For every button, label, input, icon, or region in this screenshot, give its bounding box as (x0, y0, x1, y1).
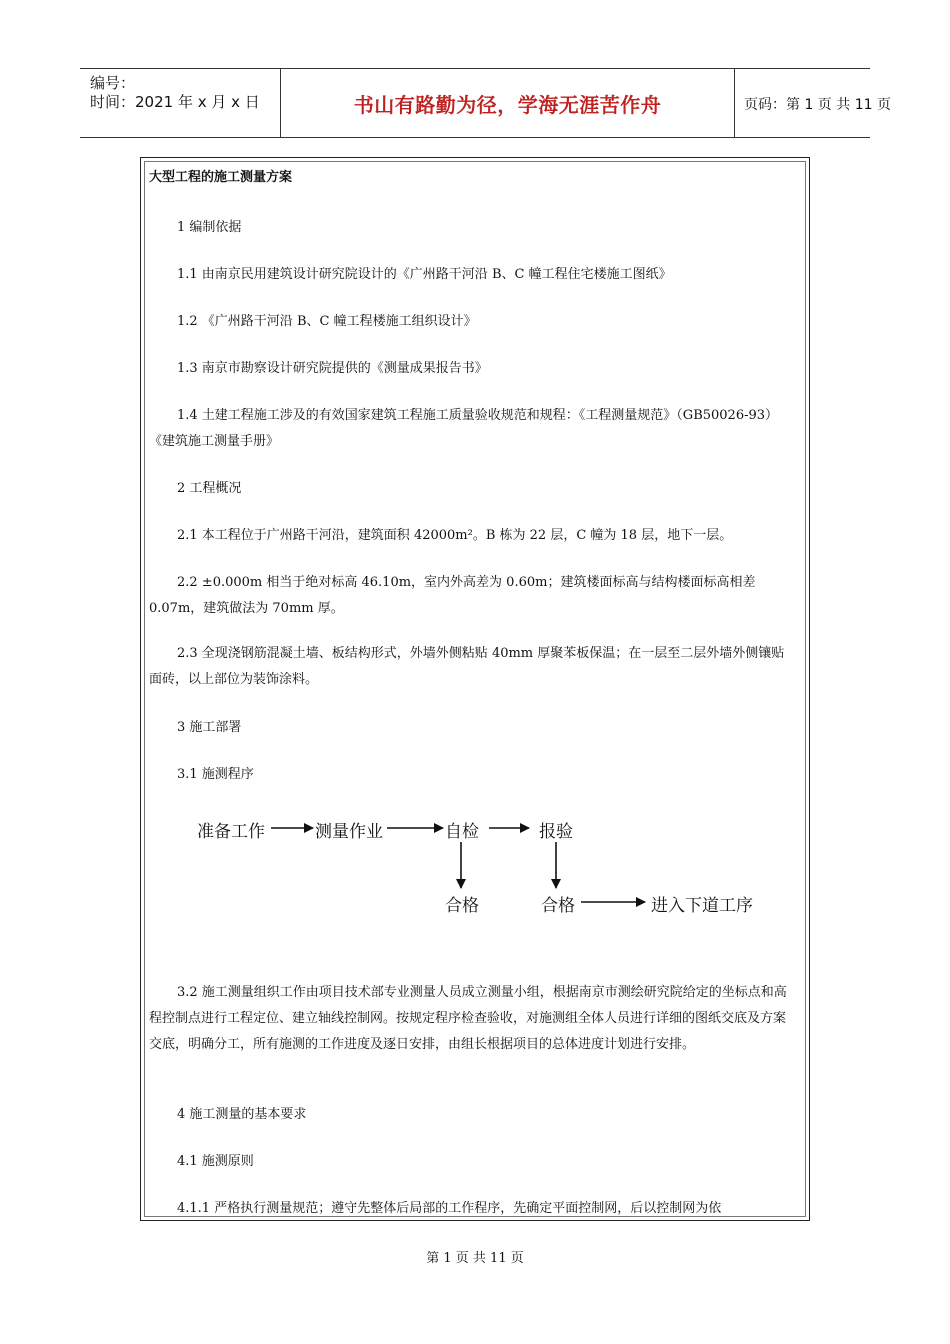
section-heading: 4 施工测量的基本要求 (177, 1107, 307, 1122)
flow-node-pass-2: 合格 (541, 896, 575, 916)
document-body (144, 161, 806, 1217)
page-info: 页码：第 1 页 共 11 页 (744, 97, 891, 113)
paragraph: 1.3 南京市勘察设计研究院提供的《测量成果报告书》 (177, 361, 488, 376)
paragraph: 4.1 施测原则 (177, 1154, 254, 1169)
paragraph: 1.4 土建工程施工涉及的有效国家建筑工程施工质量验收规范和规程：《工程测量规范》（GB50026-93） 《建筑施工测量手册》 (149, 408, 779, 449)
flow-node-next: 进入下道工序 (651, 896, 753, 916)
paragraph: 1.2 《广州路干河沿 B、C 幢工程楼施工组织设计》 (177, 314, 477, 329)
flow-node-survey: 测量作业 (315, 822, 383, 842)
paragraph: 2.3 全现浇钢筋混凝土墙、板结构形式，外墙外侧粘贴 40mm 厚聚苯板保温；在一层至二层外墙外侧镶贴面砖，以上部位为装饰涂料。 (149, 646, 785, 687)
paragraph: 4.1.1 严格执行测量规范；遵守先整体后局部的工作程序，先确定平面控制网，后以控制网为依 (177, 1201, 722, 1216)
motto-text: 书山有路勤为径，学海无涯苦作舟 (353, 93, 662, 117)
paragraph: 3.1 施测程序 (177, 767, 254, 782)
section-heading: 2 工程概况 (177, 481, 242, 496)
document-frame (140, 157, 810, 1221)
document-title: 大型工程的施工测量方案 (149, 170, 293, 185)
paragraph: 2.1 本工程位于广州路干河沿，建筑面积 42000m²。B 栋为 22 层，C 幢为 18 层，地下一层。 (177, 528, 733, 543)
paragraph: 3.2 施工测量组织工作由项目技术部专业测量人员成立测量小组，根据南京市测绘研究院给定的坐标点和高程控制点进行工程定位、建立轴线控制网。按规定程序检查验收，对施测组全体人员进行详细的图纸交底及方案交底，明确分工，所有施测的工作进度及逐日安排，由组长根据项目的总体进度计划进行安排。 (149, 985, 787, 1052)
flow-node-prepare: 准备工作 (197, 822, 265, 842)
section-heading: 1 编制依据 (177, 220, 242, 235)
paragraph: 2.2 ±0.000m 相当于绝对标高 46.10m，室内外高差为 0.60m；建筑楼面标高与结构楼面标高相差 0.07m，建筑做法为 70mm 厚。 (149, 575, 756, 616)
page-header (80, 68, 891, 138)
header-motto-cell (280, 69, 735, 137)
flow-node-self-check: 自检 (445, 822, 479, 842)
header-page-cell (734, 69, 891, 137)
section-heading: 3 施工部署 (177, 720, 242, 735)
date-label: 时间：2021 年 x 月 x 日 (90, 93, 260, 111)
flow-node-pass-1: 合格 (445, 896, 479, 916)
header-meta-cell (80, 69, 280, 137)
page-footer: 第 1 页 共 11 页 (426, 1251, 524, 1266)
paragraph: 1.1 由南京民用建筑设计研究院设计的《广州路干河沿 B、C 幢工程住宅楼施工图纸》 (177, 267, 672, 282)
flow-node-report: 报验 (539, 822, 573, 842)
number-label: 编号： (90, 74, 136, 92)
